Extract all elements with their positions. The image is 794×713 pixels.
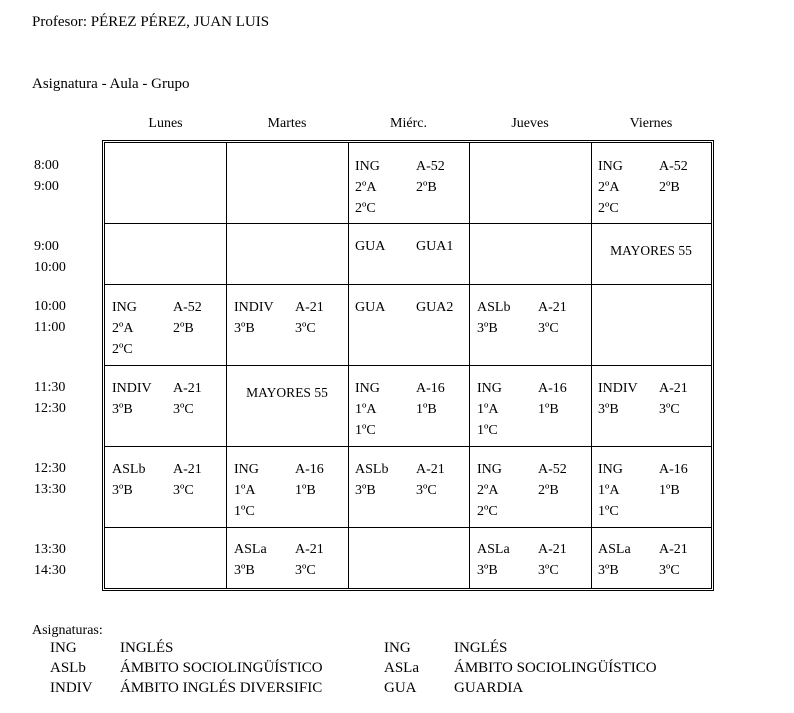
subject-code: ING [384,640,411,656]
subjects-title: Asignaturas: [32,623,103,638]
time-slot-5: 12:30 13:30 [34,461,66,497]
subject-name: INGLÉS [454,640,508,656]
table-legend-header: Asignatura - Aula - Grupo [32,76,190,92]
subject-name: ÁMBITO INGLÉS DIVERSIFIC [120,680,323,696]
subject-code: ASLb [50,660,86,676]
day-header-friday: Viernes [629,116,673,131]
row-divider [105,284,711,285]
day-header-thursday: Jueves [511,116,549,131]
day-header-tuesday: Martes [267,116,307,131]
row-divider [105,223,711,224]
subject-name: GUARDIA [454,680,524,696]
teacher-name: Profesor: PÉREZ PÉREZ, JUAN LUIS [32,14,270,30]
subject-name: ÁMBITO SOCIOLINGÜÍSTICO [120,660,323,676]
subject-code: INDIV [50,680,93,696]
time-slot-1: 8:00 9:00 [34,158,59,194]
subject-code: ING [50,640,77,656]
time-slot-6: 13:30 14:30 [34,542,66,578]
row-divider [105,527,711,528]
row-divider [105,446,711,447]
subject-name: ÁMBITO SOCIOLINGÜÍSTICO [454,660,657,676]
day-header-wednesday: Miérc. [390,116,427,131]
slot-tue-1130-mayores: MAYORES 55 [246,385,328,400]
time-slot-2: 9:00 10:00 [34,239,66,275]
time-slot-4: 11:30 12:30 [34,380,66,416]
day-header-monday: Lunes [148,116,183,131]
time-slot-3: 10:00 11:00 [34,299,66,335]
timetable-grid [102,140,714,591]
slot-fri-0900-mayores: MAYORES 55 [610,243,692,258]
subject-code: ASLa [384,660,419,676]
subject-code: GUA [384,680,417,696]
row-divider [105,365,711,366]
subject-name: INGLÉS [120,640,174,656]
